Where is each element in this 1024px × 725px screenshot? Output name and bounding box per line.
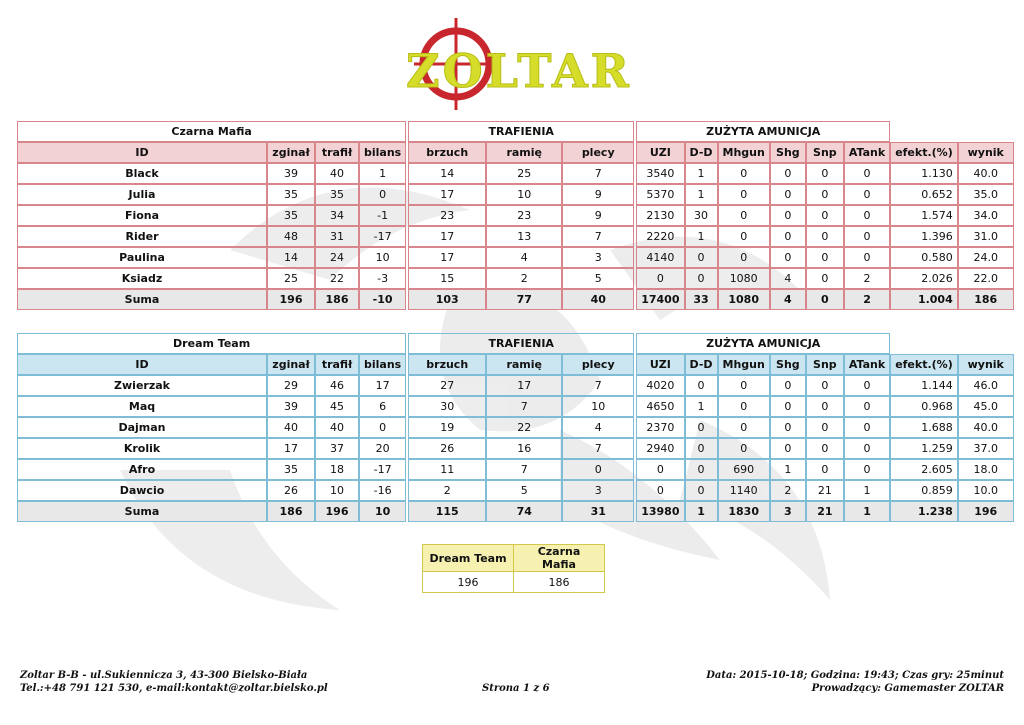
col-id: ID — [17, 142, 267, 163]
col-plecy: plecy — [562, 354, 634, 375]
cell-14: 35.0 — [958, 184, 1014, 205]
cell-6: 3 — [562, 247, 634, 268]
cell-9: 0 — [718, 163, 770, 184]
cell-8: 0 — [685, 247, 718, 268]
cell-8: 0 — [685, 480, 718, 501]
cell-6: 7 — [562, 163, 634, 184]
cell-3: 17 — [359, 375, 406, 396]
col-shg: Shg — [770, 142, 806, 163]
cell-9: 0 — [718, 396, 770, 417]
sum-row — [17, 289, 1014, 310]
comparison-value-dream-team: 196 — [423, 572, 514, 593]
cell-10: 0 — [770, 417, 806, 438]
cell-3: -10 — [359, 289, 406, 310]
cell-13: 0.652 — [890, 184, 958, 205]
player-name: Ksiadz — [17, 268, 267, 289]
player-name: Krolik — [17, 438, 267, 459]
cell-7: 4140 — [636, 247, 684, 268]
col-brzuch: brzuch — [408, 354, 486, 375]
cell-14: 40.0 — [958, 163, 1014, 184]
player-name: Zwierzak — [17, 375, 267, 396]
cell-3: -3 — [359, 268, 406, 289]
cell-2: 31 — [315, 226, 359, 247]
cell-7: 3540 — [636, 163, 684, 184]
cell-1: 186 — [267, 501, 315, 522]
player-row — [17, 417, 1014, 438]
player-row — [17, 247, 1014, 268]
cell-9: 0 — [718, 417, 770, 438]
group-ammo: ZUŻYTA AMUNICJA — [636, 121, 890, 142]
player-name: Black — [17, 163, 267, 184]
cell-13: 1.130 — [890, 163, 958, 184]
col-atank: ATank — [844, 354, 890, 375]
comparison-header-dream-team: Dream Team — [423, 545, 514, 572]
cell-3: 10 — [359, 501, 406, 522]
cell-4: 27 — [408, 375, 486, 396]
cell-5: 5 — [486, 480, 562, 501]
cell-5: 17 — [486, 375, 562, 396]
cell-1: 39 — [267, 396, 315, 417]
cell-2: 186 — [315, 289, 359, 310]
footer-host: Prowadzący: Gamemaster ZOLTAR — [811, 683, 1004, 694]
player-row — [17, 438, 1014, 459]
player-row — [17, 205, 1014, 226]
cell-10: 1 — [770, 459, 806, 480]
cell-7: 0 — [636, 268, 684, 289]
cell-12: 1 — [844, 480, 890, 501]
cell-8: 1 — [685, 501, 718, 522]
cell-6: 9 — [562, 184, 634, 205]
cell-9: 1140 — [718, 480, 770, 501]
cell-7: 2130 — [636, 205, 684, 226]
cell-7: 2940 — [636, 438, 684, 459]
cell-10: 0 — [770, 184, 806, 205]
cell-8: 0 — [685, 438, 718, 459]
group-hits: TRAFIENIA — [408, 121, 634, 142]
cell-12: 2 — [844, 289, 890, 310]
cell-12: 0 — [844, 184, 890, 205]
cell-7: 0 — [636, 480, 684, 501]
cell-7: 2370 — [636, 417, 684, 438]
cell-9: 1080 — [718, 268, 770, 289]
cell-10: 0 — [770, 163, 806, 184]
cell-14: 40.0 — [958, 417, 1014, 438]
cell-13: 0.968 — [890, 396, 958, 417]
cell-10: 0 — [770, 375, 806, 396]
col-dd: D-D — [685, 142, 718, 163]
cell-13: 2.605 — [890, 459, 958, 480]
cell-1: 48 — [267, 226, 315, 247]
cell-4: 19 — [408, 417, 486, 438]
footer-contact: Tel.:+48 791 121 530, e-mail:kontakt@zoltar.bielsko.pl — [20, 683, 328, 694]
col-trafil: trafił — [315, 354, 359, 375]
cell-14: 34.0 — [958, 205, 1014, 226]
cell-4: 2 — [408, 480, 486, 501]
cell-3: 6 — [359, 396, 406, 417]
col-zginal: zginał — [267, 354, 315, 375]
logo-text: ZOLTAR — [406, 44, 632, 98]
player-name: Suma — [17, 289, 267, 310]
cell-10: 3 — [770, 501, 806, 522]
cell-3: -16 — [359, 480, 406, 501]
cell-2: 196 — [315, 501, 359, 522]
player-name: Rider — [17, 226, 267, 247]
cell-2: 18 — [315, 459, 359, 480]
cell-12: 0 — [844, 438, 890, 459]
cell-11: 0 — [806, 205, 844, 226]
cell-5: 7 — [486, 396, 562, 417]
header-row — [17, 354, 1014, 375]
cell-4: 26 — [408, 438, 486, 459]
cell-4: 30 — [408, 396, 486, 417]
cell-5: 4 — [486, 247, 562, 268]
cell-2: 40 — [315, 417, 359, 438]
cell-6: 3 — [562, 480, 634, 501]
cell-5: 25 — [486, 163, 562, 184]
cell-8: 33 — [685, 289, 718, 310]
cell-1: 35 — [267, 459, 315, 480]
cell-13: 2.026 — [890, 268, 958, 289]
col-uzi: UZI — [636, 142, 684, 163]
footer-datetime: Data: 2015-10-18; Godzina: 19:43; Czas gry: 25minut — [706, 670, 1004, 681]
cell-1: 196 — [267, 289, 315, 310]
cell-8: 30 — [685, 205, 718, 226]
cell-6: 7 — [562, 375, 634, 396]
cell-2: 10 — [315, 480, 359, 501]
cell-8: 1 — [685, 396, 718, 417]
cell-1: 17 — [267, 438, 315, 459]
cell-9: 0 — [718, 205, 770, 226]
cell-6: 31 — [562, 501, 634, 522]
cell-12: 0 — [844, 163, 890, 184]
cell-2: 24 — [315, 247, 359, 268]
comparison-header-czarna-mafia: Czarna Mafia — [514, 545, 605, 572]
cell-13: 1.238 — [890, 501, 958, 522]
cell-5: 16 — [486, 438, 562, 459]
cell-10: 2 — [770, 480, 806, 501]
cell-13: 0.580 — [890, 247, 958, 268]
cell-3: 10 — [359, 247, 406, 268]
cell-3: 20 — [359, 438, 406, 459]
cell-8: 0 — [685, 375, 718, 396]
cell-5: 10 — [486, 184, 562, 205]
cell-9: 0 — [718, 375, 770, 396]
cell-8: 0 — [685, 268, 718, 289]
col-snp: Snp — [806, 354, 844, 375]
cell-13: 1.688 — [890, 417, 958, 438]
cell-13: 1.004 — [890, 289, 958, 310]
cell-12: 0 — [844, 417, 890, 438]
cell-8: 1 — [685, 226, 718, 247]
cell-6: 4 — [562, 417, 634, 438]
cell-11: 0 — [806, 459, 844, 480]
cell-9: 0 — [718, 438, 770, 459]
cell-11: 0 — [806, 163, 844, 184]
cell-4: 17 — [408, 184, 486, 205]
cell-11: 0 — [806, 226, 844, 247]
cell-11: 21 — [806, 480, 844, 501]
group-ammo: ZUŻYTA AMUNICJA — [636, 333, 890, 354]
col-plecy: plecy — [562, 142, 634, 163]
cell-13: 1.574 — [890, 205, 958, 226]
sum-row — [17, 501, 1014, 522]
cell-1: 40 — [267, 417, 315, 438]
col-bilans: bilans — [359, 354, 406, 375]
cell-14: 24.0 — [958, 247, 1014, 268]
cell-8: 1 — [685, 184, 718, 205]
cell-12: 1 — [844, 501, 890, 522]
cell-9: 0 — [718, 226, 770, 247]
cell-7: 2220 — [636, 226, 684, 247]
col-uzi: UZI — [636, 354, 684, 375]
cell-14: 18.0 — [958, 459, 1014, 480]
cell-3: -17 — [359, 226, 406, 247]
cell-8: 1 — [685, 163, 718, 184]
cell-6: 7 — [562, 438, 634, 459]
cell-10: 0 — [770, 247, 806, 268]
col-dd: D-D — [685, 354, 718, 375]
cell-2: 35 — [315, 184, 359, 205]
cell-11: 0 — [806, 268, 844, 289]
cell-1: 35 — [267, 184, 315, 205]
comparison-value-czarna-mafia: 186 — [514, 572, 605, 593]
cell-5: 13 — [486, 226, 562, 247]
cell-13: 1.259 — [890, 438, 958, 459]
cell-11: 0 — [806, 375, 844, 396]
cell-2: 40 — [315, 163, 359, 184]
player-row — [17, 226, 1014, 247]
cell-5: 2 — [486, 268, 562, 289]
col-efekt: efekt.(%) — [890, 354, 958, 375]
team-name: Czarna Mafia — [17, 121, 406, 142]
cell-11: 0 — [806, 247, 844, 268]
cell-3: -17 — [359, 459, 406, 480]
cell-6: 10 — [562, 396, 634, 417]
player-name: Afro — [17, 459, 267, 480]
cell-7: 0 — [636, 459, 684, 480]
player-row — [17, 480, 1014, 501]
cell-10: 0 — [770, 226, 806, 247]
cell-14: 196 — [958, 501, 1014, 522]
cell-2: 37 — [315, 438, 359, 459]
cell-12: 0 — [844, 375, 890, 396]
player-row — [17, 396, 1014, 417]
header-row — [17, 142, 1014, 163]
player-row — [17, 375, 1014, 396]
player-name: Maq — [17, 396, 267, 417]
col-zginal: zginał — [267, 142, 315, 163]
cell-2: 22 — [315, 268, 359, 289]
cell-4: 17 — [408, 226, 486, 247]
cell-10: 4 — [770, 289, 806, 310]
cell-3: 0 — [359, 184, 406, 205]
cell-11: 0 — [806, 438, 844, 459]
group-hits: TRAFIENIA — [408, 333, 634, 354]
cell-3: 1 — [359, 163, 406, 184]
cell-12: 0 — [844, 396, 890, 417]
col-efekt: efekt.(%) — [890, 142, 958, 163]
cell-9: 1830 — [718, 501, 770, 522]
cell-5: 77 — [486, 289, 562, 310]
cell-6: 0 — [562, 459, 634, 480]
col-wynik: wynik — [958, 142, 1014, 163]
cell-8: 0 — [685, 459, 718, 480]
player-row — [17, 459, 1014, 480]
col-mhgun: Mhgun — [718, 142, 770, 163]
cell-13: 1.396 — [890, 226, 958, 247]
cell-11: 21 — [806, 501, 844, 522]
cell-5: 22 — [486, 417, 562, 438]
col-snp: Snp — [806, 142, 844, 163]
player-row — [17, 268, 1014, 289]
cell-4: 103 — [408, 289, 486, 310]
col-ramie: ramię — [486, 354, 562, 375]
player-name: Paulina — [17, 247, 267, 268]
cell-3: 0 — [359, 417, 406, 438]
cell-12: 0 — [844, 459, 890, 480]
col-ramie: ramię — [486, 142, 562, 163]
cell-14: 46.0 — [958, 375, 1014, 396]
cell-5: 74 — [486, 501, 562, 522]
cell-4: 115 — [408, 501, 486, 522]
cell-13: 1.144 — [890, 375, 958, 396]
cell-4: 17 — [408, 247, 486, 268]
cell-9: 0 — [718, 247, 770, 268]
col-id: ID — [17, 354, 267, 375]
cell-1: 29 — [267, 375, 315, 396]
cell-9: 0 — [718, 184, 770, 205]
cell-14: 22.0 — [958, 268, 1014, 289]
cell-12: 0 — [844, 247, 890, 268]
cell-11: 0 — [806, 417, 844, 438]
col-brzuch: brzuch — [408, 142, 486, 163]
team-table-dream-team — [17, 333, 1014, 522]
cell-2: 46 — [315, 375, 359, 396]
cell-7: 4650 — [636, 396, 684, 417]
cell-10: 0 — [770, 438, 806, 459]
cell-5: 7 — [486, 459, 562, 480]
player-row — [17, 163, 1014, 184]
cell-4: 15 — [408, 268, 486, 289]
cell-7: 5370 — [636, 184, 684, 205]
col-shg: Shg — [770, 354, 806, 375]
cell-7: 17400 — [636, 289, 684, 310]
cell-1: 39 — [267, 163, 315, 184]
cell-1: 14 — [267, 247, 315, 268]
cell-14: 31.0 — [958, 226, 1014, 247]
cell-11: 0 — [806, 289, 844, 310]
cell-12: 0 — [844, 205, 890, 226]
cell-2: 34 — [315, 205, 359, 226]
cell-10: 0 — [770, 205, 806, 226]
cell-6: 40 — [562, 289, 634, 310]
cell-10: 4 — [770, 268, 806, 289]
player-name: Fiona — [17, 205, 267, 226]
score-comparison-table — [422, 544, 605, 593]
cell-14: 10.0 — [958, 480, 1014, 501]
cell-7: 4020 — [636, 375, 684, 396]
col-bilans: bilans — [359, 142, 406, 163]
cell-10: 0 — [770, 396, 806, 417]
cell-8: 0 — [685, 417, 718, 438]
cell-6: 9 — [562, 205, 634, 226]
col-wynik: wynik — [958, 354, 1014, 375]
cell-13: 0.859 — [890, 480, 958, 501]
cell-3: -1 — [359, 205, 406, 226]
cell-2: 45 — [315, 396, 359, 417]
col-mhgun: Mhgun — [718, 354, 770, 375]
team-name: Dream Team — [17, 333, 406, 354]
player-row — [17, 184, 1014, 205]
cell-4: 14 — [408, 163, 486, 184]
cell-12: 0 — [844, 226, 890, 247]
cell-6: 7 — [562, 226, 634, 247]
cell-1: 25 — [267, 268, 315, 289]
cell-6: 5 — [562, 268, 634, 289]
player-name: Suma — [17, 501, 267, 522]
col-trafil: trafił — [315, 142, 359, 163]
cell-1: 26 — [267, 480, 315, 501]
footer-address: Zoltar B-B - ul.Sukiennicza 3, 43-300 Bielsko-Biała — [20, 670, 308, 681]
player-name: Dawcio — [17, 480, 267, 501]
team-table-czarna-mafia — [17, 121, 1014, 310]
cell-11: 0 — [806, 184, 844, 205]
cell-9: 1080 — [718, 289, 770, 310]
player-name: Julia — [17, 184, 267, 205]
col-atank: ATank — [844, 142, 890, 163]
cell-5: 23 — [486, 205, 562, 226]
cell-14: 186 — [958, 289, 1014, 310]
cell-7: 13980 — [636, 501, 684, 522]
zoltar-logo — [400, 18, 630, 110]
cell-11: 0 — [806, 396, 844, 417]
cell-1: 35 — [267, 205, 315, 226]
cell-14: 37.0 — [958, 438, 1014, 459]
cell-9: 690 — [718, 459, 770, 480]
footer-page-number: Strona 1 z 6 — [482, 683, 550, 694]
cell-14: 45.0 — [958, 396, 1014, 417]
cell-12: 2 — [844, 268, 890, 289]
player-name: Dajman — [17, 417, 267, 438]
cell-4: 11 — [408, 459, 486, 480]
cell-4: 23 — [408, 205, 486, 226]
